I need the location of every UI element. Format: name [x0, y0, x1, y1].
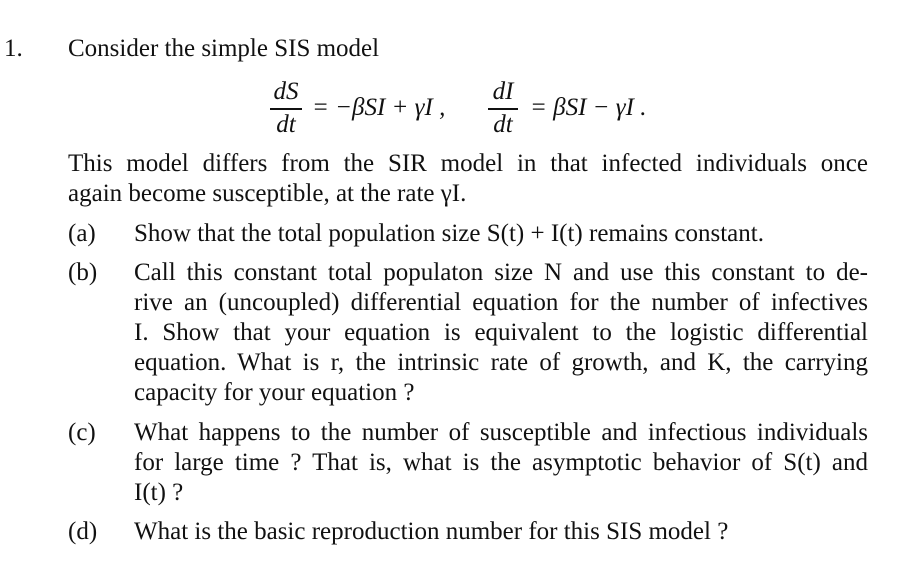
problem-intro: Consider the simple SIS model — [68, 35, 380, 62]
equation-rhs-2: = βSI − γI . — [530, 94, 647, 121]
part-b-line-5: capacity for your equation ? — [134, 379, 415, 406]
part-b-line-4: equation. What is r, the intrinsic rate of growth, and K, the carrying — [134, 349, 868, 376]
part-c-line-1: What happens to the number of susceptible and infectious individuals — [134, 419, 868, 446]
part-a-label: (a) — [68, 220, 96, 247]
fraction-numerator: dS — [273, 78, 299, 105]
fraction-bar — [488, 108, 518, 110]
part-a-line-1: Show that the total population size S(t) + I(t) remains constant. — [134, 220, 764, 247]
fraction-dS-dt — [270, 78, 302, 139]
part-b-line-2: rive an (uncoupled) differential equation for the number of infectives — [134, 289, 868, 316]
part-d-label: (d) — [68, 518, 98, 545]
fraction-dI-dt — [488, 78, 518, 139]
fraction-denominator: dt — [276, 110, 296, 138]
equation-rhs-1: = −βSI + γI , — [312, 94, 446, 121]
problem-number: 1. — [4, 35, 23, 62]
part-c-line-2: for large time ? That is, what is the asymptotic behavior of S(t) and — [134, 449, 868, 476]
fraction-denominator: dt — [493, 110, 513, 138]
part-b-label: (b) — [68, 259, 98, 286]
part-c-line-3: I(t) ? — [134, 479, 184, 506]
part-d-line-1: What is the basic reproduction number for this SIS model ? — [134, 518, 729, 545]
fraction-numerator: dI — [492, 78, 514, 105]
part-c-label: (c) — [68, 419, 96, 446]
description-line-2: again become susceptible, at the rate γI. — [68, 180, 467, 207]
description-line-1: This model differs from the SIR model in that infected individuals once — [68, 150, 868, 177]
part-b-line-1: Call this constant total populaton size N and use this constant to de- — [134, 259, 868, 286]
fraction-bar — [270, 108, 302, 110]
part-b-line-3: I. Show that your equation is equivalent to the logistic differential — [134, 319, 868, 346]
